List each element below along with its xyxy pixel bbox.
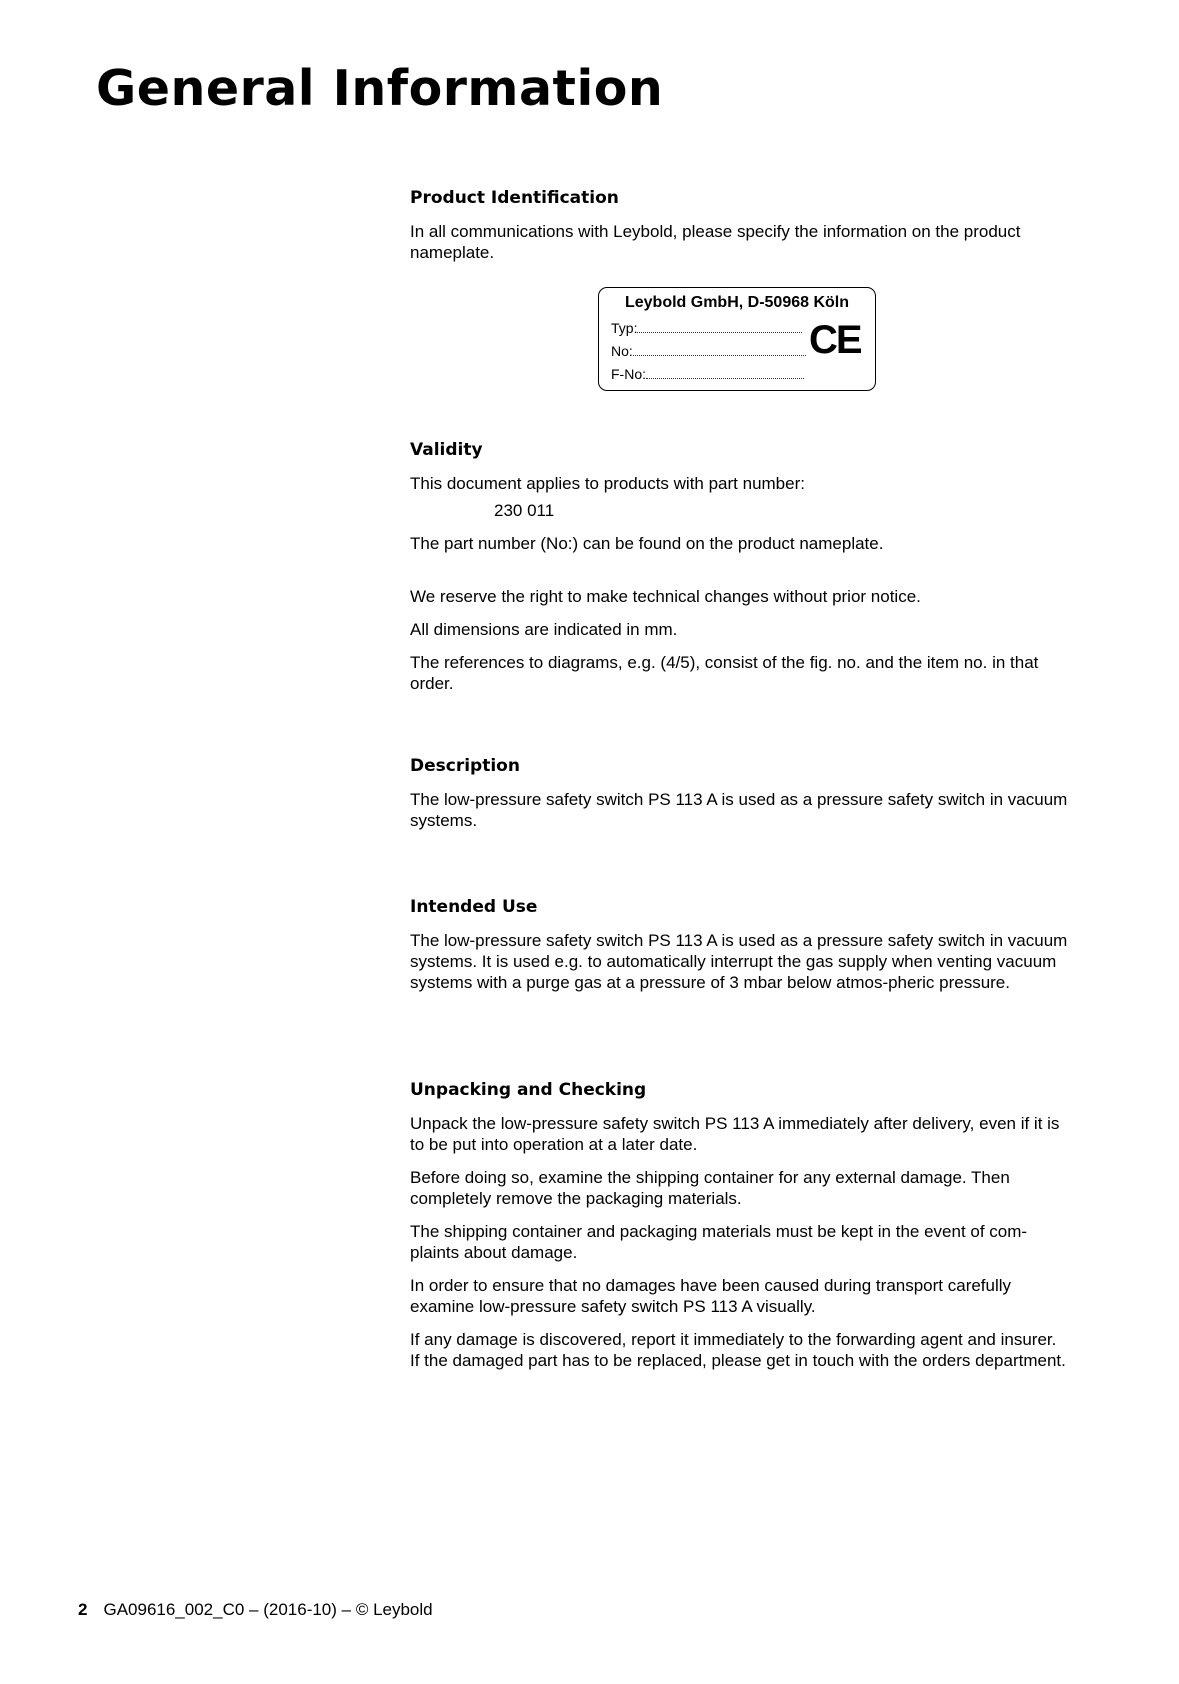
section-heading: Validity [410,440,483,460]
ce-mark-icon: CE [809,318,861,362]
paragraph: The low-pressure safety switch PS 113 A is used as a pressure safety switch in vacuum systems. [410,790,1068,830]
section-product-identification [410,188,1070,275]
paragraph: In order to ensure that no damages have been caused during transport carefully examine low-pressure safety switch PS 113 A visually. [410,1276,1012,1316]
dotted-line [633,343,806,356]
nameplate-company: Leybold GmbH, D-50968 Köln [624,294,850,311]
section-heading: Product Identification [410,188,619,208]
paragraph: Unpack the low-pressure safety switch PS 113 A immediately after delivery, even if it is to be put into operation at a later date. [410,1114,1060,1154]
section-intended-use [410,897,1070,1005]
dotted-line [646,366,804,379]
paragraph: This document applies to products with part number: [410,474,805,493]
part-number: 230 011 [494,501,555,520]
nameplate-no-row [611,343,806,359]
section-description [410,756,1070,843]
paragraph: The part number (No:) can be found on the product nameplate. [410,534,884,553]
page-number: 2 [78,1600,88,1619]
nameplate-typ-label: Typ: [611,320,638,336]
section-heading: Description [410,756,520,776]
nameplate-typ-row [611,320,802,336]
paragraph: In all communications with Leybold, please specify the information on the product nameplate. [410,222,1021,262]
nameplate-fno-label: F-No: [611,366,646,382]
nameplate-fno-row [611,366,804,382]
product-nameplate [598,287,876,391]
paragraph: If any damage is discovered, report it immediately to the forwarding agent and insurer. If the damaged part has to be replaced, please get in touch with the orders department. [410,1330,1066,1370]
page-footer [78,1600,433,1620]
document-reference: GA09616_002_C0 – (2016-10) – © Leybold [103,1600,433,1619]
section-heading: Intended Use [410,897,538,917]
section-validity [410,440,1070,706]
paragraph: All dimensions are indicated in mm. [410,620,678,639]
dotted-line [637,320,802,333]
paragraph: Before doing so, examine the shipping container for any external damage. Then completely remove the packaging materials. [410,1168,1010,1208]
paragraph: We reserve the right to make technical changes without prior notice. [410,587,921,606]
page-title: General Information [96,60,664,117]
paragraph: The references to diagrams, e.g. (4/5), consist of the fig. no. and the item no. in that order. [410,653,1039,693]
section-unpacking [410,1080,1070,1383]
section-heading: Unpacking and Checking [410,1080,647,1100]
nameplate-no-label: No: [611,343,633,359]
paragraph: The low-pressure safety switch PS 113 A is used as a pressure safety switch in vacuum systems. It is used e.g. to automatically interrupt the gas supply when venting vacuum systems with a purge gas at a pressure of 3 mbar below atmos-pheric pressure. [410,931,1068,992]
paragraph: The shipping container and packaging materials must be kept in the event of com-plaints about damage. [410,1222,1028,1262]
